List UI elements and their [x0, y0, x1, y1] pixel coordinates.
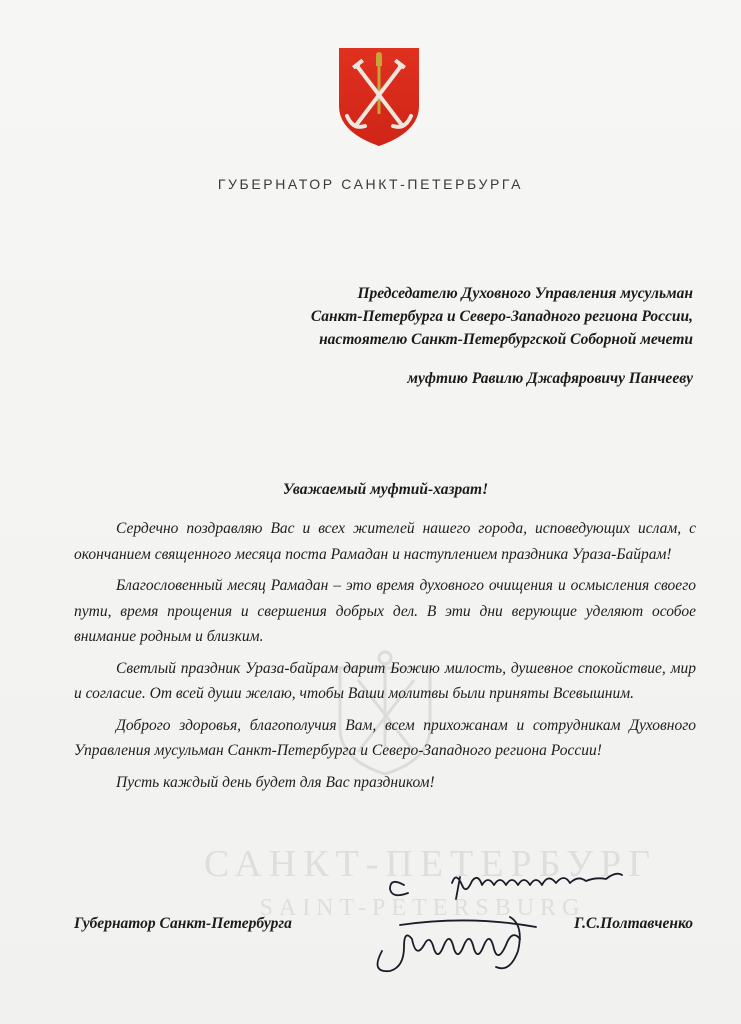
paragraph: Доброго здоровья, благополучия Вам, всем прихожанам и сотрудникам Духовного Управления мусульман Санкт-Петербурга и Северо-Западного региона России! [74, 716, 696, 759]
letterhead-title: ГУБЕРНАТОР САНКТ-ПЕТЕРБУРГА [217, 176, 524, 192]
signatory-name: Г.С.Полтавченко [573, 915, 693, 932]
addressee-line: Санкт-Петербурга и Северо-Западного региона России, [310, 308, 693, 325]
addressee-line: Председателю Духовного Управления мусульман [357, 285, 693, 302]
addressee-block [311, 282, 693, 390]
watermark-text-ru: САНКТ-ПЕТЕРБУРГ [203, 843, 658, 885]
addressee-line: настоятелю Санкт-Петербургской Соборной мечети [319, 331, 693, 348]
paragraph: Пусть каждый день будет для Вас праздником! [116, 773, 435, 791]
paragraph: Сердечно поздравляю Вас и всех жителей нашего города, исповедующих ислам, с окончанием священного месяца поста Рамадан и наступлением праздника Ураза-Байрам! [74, 520, 696, 563]
greeting: Уважаемый муфтий-хазрат! [282, 481, 489, 498]
addressee-name: муфтию Равилю Джафяровичу Панчееву [407, 370, 693, 387]
watermark-text-en: SAINT-PETERSBURG [259, 895, 586, 921]
signatory-position: Губернатор Санкт-Петербурга [74, 915, 292, 932]
letter-body [74, 516, 696, 801]
paragraph: Светлый праздник Ураза-байрам дарит Божию милость, душевное спокойствие, мир и согласие. От всей души желаю, чтобы Ваши молитвы были приняты Всевышним. [74, 659, 696, 702]
paragraph: Благословенный месяц Рамадан – это время духовного очищения и осмысления своего пути, время прощения и свершения добрых дел. В эти дни верующие уделяют особое внимание родным и близким. [74, 577, 696, 645]
coat-of-arms-icon [333, 44, 425, 148]
